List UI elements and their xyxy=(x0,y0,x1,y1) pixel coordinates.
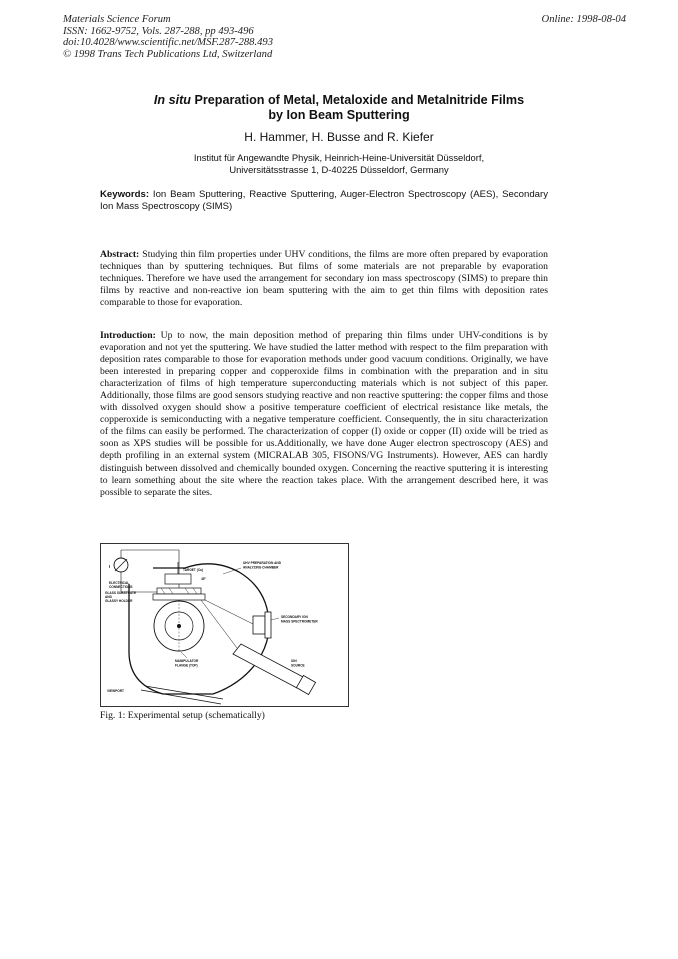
label-secondary-1: SECONDARY ION xyxy=(281,615,308,619)
setup-diagram xyxy=(101,544,348,706)
copyright-line: © 1998 Trans Tech Publications Ltd, Switzerland xyxy=(63,48,273,60)
affiliation-line1: Institut für Angewandte Physik, Heinrich-Heine-Universität Düsseldorf, xyxy=(193,152,485,163)
leader-manip xyxy=(181,652,187,658)
introduction xyxy=(100,330,548,499)
abstract-text: Studying thin film properties under UHV conditions, the films are more often prepared by evaporation techniques than by sputtering techniques. But films of some materials are not preparable by evaporation techniques. Therefore we have used the arrangement for secondary ion mass spectroscopy (SIMS) to prepare thin films by reactive and non-reactive ion beam sputtering with the aim to get thin films with deposition rates comparable to those for evaporation. xyxy=(100,249,548,309)
voltmeter-slash xyxy=(115,559,127,571)
setup-figure xyxy=(100,543,349,707)
substrate-flange xyxy=(153,594,205,600)
label-angle: 45° xyxy=(201,577,206,581)
issn-line: ISSN: 1662-9752, Vols. 287-288, pp 493-496 xyxy=(63,25,254,37)
label-glass-3: GLASSY HOLDER xyxy=(105,599,133,603)
keywords-label: Keywords: xyxy=(100,189,150,200)
journal-name: Materials Science Forum xyxy=(63,14,171,25)
label-glass-2: AND xyxy=(105,595,112,599)
label-manip-2: FLANGE (TOP) xyxy=(175,663,198,668)
online-date: Online: 1998-08-04 xyxy=(541,14,626,25)
chamber-outline xyxy=(129,564,269,694)
title-italic: In situ xyxy=(153,93,191,107)
authors: H. Hammer, H. Busse and R. Kiefer xyxy=(244,130,434,144)
beam-line-1 xyxy=(205,600,253,624)
target-assembly xyxy=(165,574,191,584)
affiliation-line2: Universitätsstrasse 1, D-40225 Düsseldorf, Germany xyxy=(229,164,449,175)
label-ion-2: SOURCE xyxy=(291,663,305,668)
label-manip-1: MANIPULATOR xyxy=(175,659,199,663)
leader-secondary xyxy=(271,618,279,620)
label-electrical-1: ELECTRICAL xyxy=(109,581,130,585)
label-uhv-1: UHV PREPARATION AND xyxy=(243,561,282,565)
label-ion-1: ION xyxy=(291,659,297,663)
mass-spectrometer-flange xyxy=(265,612,271,638)
label-uhv-2: ANALYZING CHAMBER xyxy=(243,565,279,570)
substrate-holder xyxy=(157,588,201,594)
figure-caption: Fig. 1: Experimental setup (schematically) xyxy=(100,710,265,721)
introduction-label: Introduction: xyxy=(100,330,156,341)
title-line2: by Ion Beam Sputtering xyxy=(268,108,410,122)
journal-header xyxy=(63,14,273,60)
doi-line: doi:10.4028/www.scientific.net/MSF.287-288.493 xyxy=(63,37,273,49)
introduction-text: Up to now, the main deposition method of preparing thin films under UHV-conditions is by evaporation and not yet the sputtering. We have studied the latter method with respect to the film preparation with deposition rates comparable to those for evaporation methods under good vacuum conditions. Originally, we have been interested in preparing copper and copperoxide films in combination with the preparation and in situ characterization of films of high temperature superconducting materials which is not subject of this paper. Additionally, those films are good sensors studying reactive and non reactive sputtering: the copper films and those with dissolved oxygen should show a positive temperature coefficient of electrical resistance like metals, the copperoxide is semiconducting with a negative temperature coefficient. Consequently, the in situ characterization of the films can easily be performed. The characterization of copper (I) oxide or copper (II) oxide will be tried as soon as XPS studies will be possible for us.Additionally, we have done Auger electron spectroscopy (AES) and depth profiling in an external system (MICRALAB 305, FISONS/VG Instruments). However, AES can hardly distinguish between dissolved and chemically bounded oxygen. Concerning the reactive sputtering it is interesting to learn something about the site where the reaction takes place. With the arrangement described here, it was possible to separate the sites. xyxy=(100,330,548,498)
label-electrical-2: CONNECTIONS xyxy=(109,585,133,589)
label-viewport: VIEWPORT xyxy=(107,689,125,693)
label-glass-1: GLASS SUBSTRATE xyxy=(105,591,137,595)
mass-spectrometer xyxy=(253,616,265,634)
label-secondary-2: MASS SPECTROMETER xyxy=(281,619,318,624)
abstract xyxy=(100,249,548,309)
title-line1: Preparation of Metal, Metaloxide and Metalnitride Films xyxy=(190,93,525,107)
label-target: TARGET (Cu) xyxy=(183,568,204,572)
affiliation xyxy=(100,152,578,176)
abstract-label: Abstract: xyxy=(100,249,140,260)
label-i: I xyxy=(109,564,111,569)
paper-title xyxy=(100,93,578,123)
keywords xyxy=(100,189,548,212)
keywords-text: Ion Beam Sputtering, Reactive Sputtering, Auger-Electron Spectroscopy (AES), Secondary Ion Mass Spectroscopy (SIMS) xyxy=(100,189,548,212)
